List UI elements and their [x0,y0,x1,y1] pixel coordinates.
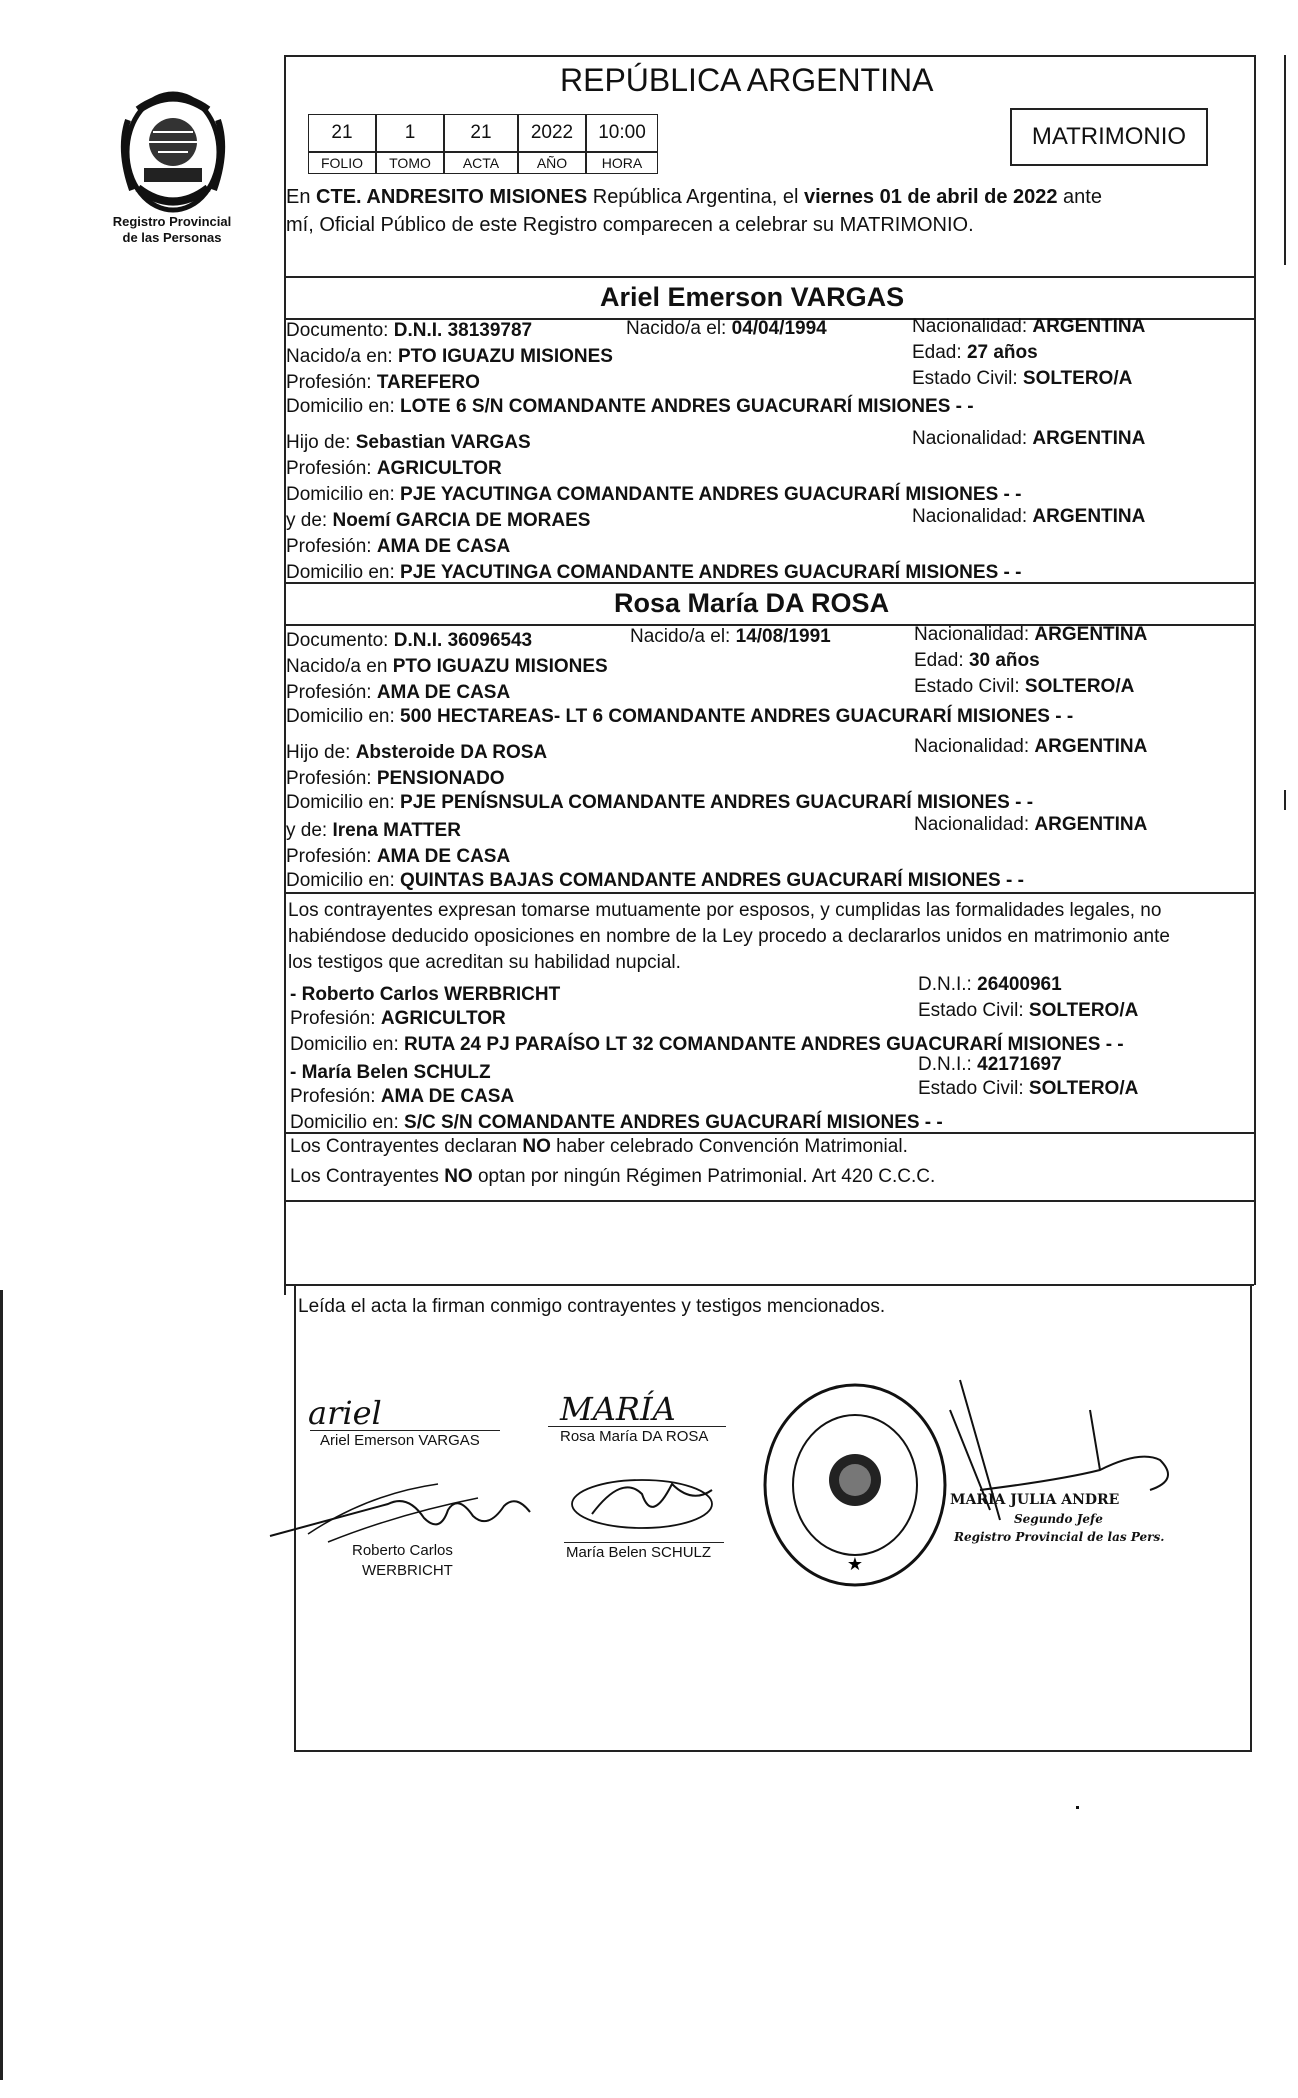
margin-mark [1284,790,1286,810]
hora-label: HORA [586,152,658,174]
sig-line [310,1430,500,1431]
svg-text:★: ★ [846,1554,864,1575]
intro-line-1: En CTE. ANDRESITO MISIONES República Argentina, el viernes 01 de abril de 2022 ante [286,186,1102,208]
witness2-dni: D.N.I.: 42171697 [918,1054,1062,1075]
acta-label: ACTA [444,152,518,174]
official-stamp [760,1380,950,1590]
spouse2-mother: y de: Irena MATTER [286,820,461,841]
spouse1-father-address: Domicilio en: PJE YACUTINGA COMANDANTE ANDRES GUACURARÍ MISIONES - - [286,484,1022,505]
signature-roberto [268,1464,538,1554]
spouse1-civil-status: Estado Civil: SOLTERO/A [912,368,1133,389]
regime-line-1: Los Contrayentes declaran NO haber celebrado Convención Matrimonial. [290,1136,908,1157]
frame-right [1254,55,1256,1285]
divider [286,1200,1254,1202]
tomo-value: 1 [376,114,444,152]
spouse1-father-profession: Profesión: AGRICULTOR [286,458,502,479]
officer-title: Segundo Jefe [1014,1512,1103,1526]
witness1-profession: Profesión: AGRICULTOR [290,1008,506,1029]
provincial-seal [108,80,238,220]
officer-name: MARIA JULIA ANDRE [950,1492,1120,1508]
witness1-name: - Roberto Carlos WERBRICHT [290,984,561,1005]
spouse2-age: Edad: 30 años [914,650,1040,671]
signer3-label-a: Roberto Carlos [352,1542,453,1559]
record-type-badge: MATRIMONIO [1010,108,1208,166]
spouse2-mother-profession: Profesión: AMA DE CASA [286,846,511,867]
spouse2-document: Documento: D.N.I. 36096543 [286,630,533,651]
intro-line-2: mí, Oficial Público de este Registro comparecen a celebrar su MATRIMONIO. [286,214,974,236]
signer4-label: María Belen SCHULZ [566,1544,712,1561]
country-title: REPÚBLICA ARGENTINA [560,62,934,98]
spouse1-birthplace: Nacido/a en: PTO IGUAZU MISIONES [286,346,613,367]
signature-maria-belen [552,1464,752,1544]
spouse2-mother-address: Domicilio en: QUINTAS BAJAS COMANDANTE ANDRES GUACURARÍ MISIONES - - [286,870,1024,891]
margin-mark [0,1290,3,2080]
spouse1-address: Domicilio en: LOTE 6 S/N COMANDANTE ANDRES GUACURARÍ MISIONES - - [286,396,974,417]
witness2-name: - María Belen SCHULZ [290,1062,491,1083]
spouse2-profession: Profesión: AMA DE CASA [286,682,511,703]
acta-value: 21 [444,114,518,152]
spouse1-name: Ariel Emerson VARGAS [600,282,905,312]
declaration-line-2: habiéndose deducido oposiciones en nombre de la Ley procedo a declararlos unidos en matrimonio ante [288,926,1170,947]
institution-name [92,214,252,246]
spouse1-age: Edad: 27 años [912,342,1038,363]
folio-value: 21 [308,114,376,152]
spouse1-mother-address: Domicilio en: PJE YACUTINGA COMANDANTE ANDRES GUACURARÍ MISIONES - - [286,562,1022,583]
witness1-address: Domicilio en: RUTA 24 PJ PARAÍSO LT 32 COMANDANTE ANDRES GUACURARÍ MISIONES - - [290,1034,1124,1055]
folio-label: FOLIO [308,152,376,174]
spouse2-birthplace: Nacido/a en PTO IGUAZU MISIONES [286,656,608,677]
witness2-civil-status: Estado Civil: SOLTERO/A [918,1078,1139,1099]
declaration-line-3: los testigos que acreditan su habilidad nupcial. [288,952,681,973]
signer3-label-b: WERBRICHT [362,1562,453,1579]
witness2-profession: Profesión: AMA DE CASA [290,1086,515,1107]
witness1-dni: D.N.I.: 26400961 [918,974,1062,995]
spouse2-birthdate: Nacido/a el: 14/08/1991 [630,626,831,647]
institution-line-2: de las Personas [122,230,222,245]
spouse2-civil-status: Estado Civil: SOLTERO/A [914,676,1135,697]
spouse2-father-address: Domicilio en: PJE PENÍSNSULA COMANDANTE ANDRES GUACURARÍ MISIONES - - [286,792,1034,813]
frame-top [284,55,1254,57]
spouse2-name: Rosa María DA ROSA [614,588,890,618]
speck [1076,1806,1079,1809]
signature-maria: MARÍA [560,1390,676,1428]
spouse2-father-profession: Profesión: PENSIONADO [286,768,505,789]
spouse1-profession: Profesión: TAREFERO [286,372,480,393]
signer2-label: Rosa María DA ROSA [560,1428,709,1445]
spouse1-father-nationality: Nacionalidad: ARGENTINA [912,428,1146,449]
tomo-label: TOMO [376,152,444,174]
spouse1-mother: y de: Noemí GARCIA DE MORAES [286,510,591,531]
spouse2-father: Hijo de: Absteroide DA ROSA [286,742,548,763]
anio-label: AÑO [518,152,586,174]
closing-statement: Leída el acta la firman conmigo contrayentes y testigos mencionados. [298,1296,886,1317]
spouse1-document: Documento: D.N.I. 38139787 [286,320,533,341]
witness1-civil-status: Estado Civil: SOLTERO/A [918,1000,1139,1021]
spouse2-address: Domicilio en: 500 HECTAREAS- LT 6 COMANDANTE ANDRES GUACURARÍ MISIONES - - [286,706,1074,727]
spouse1-nationality: Nacionalidad: ARGENTINA [912,316,1146,337]
sig-line [548,1426,726,1427]
sig-line [564,1542,724,1543]
divider [286,1132,1254,1134]
divider [286,1284,1254,1286]
institution-line-1: Registro Provincial [112,214,232,229]
spouse1-mother-nationality: Nacionalidad: ARGENTINA [912,506,1146,527]
sig-frame-bottom [294,1750,1252,1752]
margin-mark [1284,55,1286,265]
spouse2-nationality: Nacionalidad: ARGENTINA [914,624,1148,645]
spouse1-birthdate: Nacido/a el: 04/04/1994 [626,318,827,339]
spouse1-mother-profession: Profesión: AMA DE CASA [286,536,511,557]
signature-ariel: ariel [308,1394,382,1432]
declaration-line-1: Los contrayentes expresan tomarse mutuamente por esposos, y cumplidas las formalidades legales, no [288,900,1162,921]
divider [284,582,1254,584]
divider [284,892,1254,894]
signer1-label: Ariel Emerson VARGAS [320,1432,480,1449]
regime-line-2: Los Contrayentes NO optan por ningún Régimen Patrimonial. Art 420 C.C.C. [290,1166,936,1187]
spouse1-father: Hijo de: Sebastian VARGAS [286,432,531,453]
witness2-address: Domicilio en: S/C S/N COMANDANTE ANDRES GUACURARÍ MISIONES - - [290,1112,943,1133]
sig-frame-right [1250,1284,1252,1750]
officer-subtitle: Registro Provincial de las Pers. [954,1530,1165,1544]
divider [284,276,1254,278]
anio-value: 2022 [518,114,586,152]
spouse2-father-nationality: Nacionalidad: ARGENTINA [914,736,1148,757]
hora-value: 10:00 [586,114,658,152]
spouse2-mother-nationality: Nacionalidad: ARGENTINA [914,814,1148,835]
